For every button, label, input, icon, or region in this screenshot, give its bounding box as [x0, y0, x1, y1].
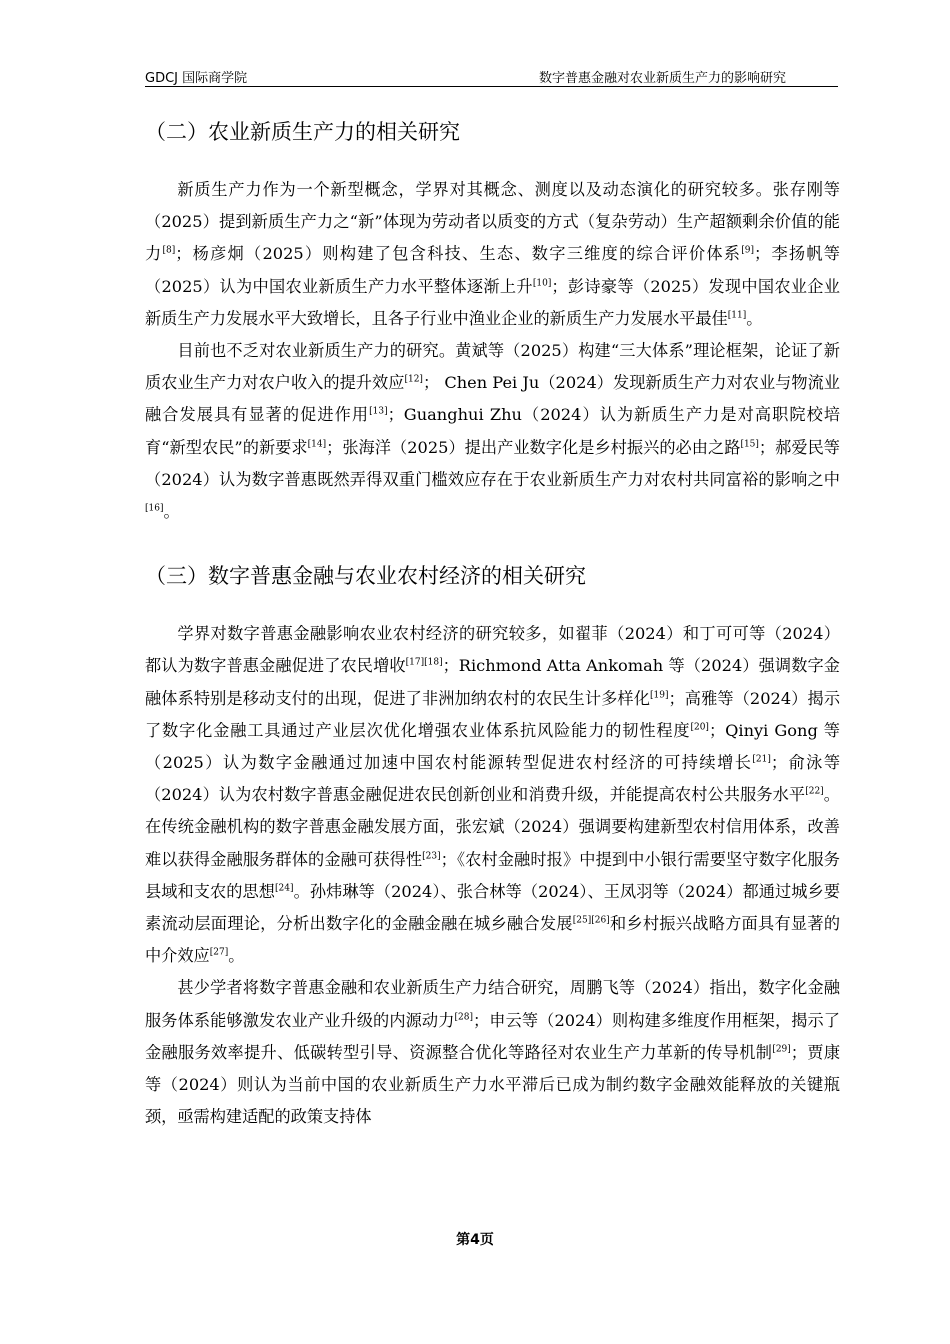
citation: [28] — [454, 1012, 473, 1023]
citation: [14] — [307, 439, 327, 450]
paragraph: 甚少学者将数字普惠金融和农业新质生产力结合研究，周鹏飞等（2024）指出，数字化金融服务体系能够激发农业产业升级的内源动力[28]；申云等（2024）则构建多维度作用框架，揭示了金融服务效率提升、低碳转型引导、资源整合优化等路径对农业生产力革新的传导机制[29]；贾康等（2024）则认为当前中国的农业新质生产力水平滞后已成为制约数字金融效能释放的关键瓶颈，亟需构建适配的政策支持体 — [145, 978, 841, 1127]
citation: [11] — [727, 310, 747, 321]
citation: [13] — [369, 407, 388, 418]
citation: [17][18] — [405, 658, 443, 669]
citation: [23] — [422, 851, 441, 862]
page-header — [145, 66, 838, 87]
citation: [29] — [772, 1044, 791, 1055]
header-paper-title: 数字普惠金融对农业新质生产力的影响研究 — [538, 71, 786, 86]
header-institution: GDCJ 国际商学院 — [145, 71, 248, 86]
citation: [19] — [650, 690, 669, 701]
citation: [24] — [275, 883, 294, 894]
paragraph: 学界对数字普惠金融影响农业农村经济的研究较多，如翟菲（2024）和丁可可等（2024）都认为数字普惠金融促进了农民增收[17][18]；Richmond Atta Ankomah 等（2024）强调数字金融体系特别是移动支付的出现，促进了非洲加纳农村的农民生计多样化[19]；高雅等（2024）揭示了数字化金融工具通过产业层次优化增强农业体系抗风险能力的韧性程度[20]；Qinyi Gong 等（2025）认为数字金融通过加速中国农村能源转型促进农村经济的可持续增长[21]；俞泳等（2024）认为农村数字普惠金融促进农民创新创业和消费升级，并能提高农村公共服务水平[22]。在传统金融机构的数字普惠金融发展方面，张宏斌（2024）强调要构建新型农村信用体系，改善难以获得金融服务群体的金融可获得性[23]；《农村金融时报》中提到中小银行需要坚守数字化服务县域和支农的思想[24]。孙炜琳等（2024）、张合林等（2024）、王凤羽等（2024）都通过城乡要素流动层面理论，分析出数字化的金融金融在城乡融合发展[25][26]和乡村振兴战略方面具有显著的中介效应[27]。 — [145, 624, 841, 966]
section-heading-digital-finance: （三）数字普惠金融与农业农村经济的相关研究 — [145, 564, 586, 589]
citation: [15] — [740, 439, 759, 450]
citation: [27] — [209, 947, 229, 958]
page-body — [145, 112, 840, 1133]
paragraph: 目前也不乏对农业新质生产力的研究。黄斌等（2025）构建“三大体系”理论框架，论证了新质农业生产力对农户收入的提升效应[12]； Chen Pei Ju（2024）发现新质生产力对农业与物流业融合发展具有显著的促进作用[13]；Guanghui Zhu（2024）认为新质生产力是对高职院校培育“新型农民”的新要求[14]；张海洋（2025）提出产业数字化是乡村振兴的必由之路[15]；郝爱民等（2024）认为数字普惠既然弄得双重门槛效应存在于农业新质生产力对农村共同富裕的影响之中[16]。 — [145, 341, 841, 522]
citation: [25][26] — [572, 915, 610, 926]
citation: [16] — [145, 503, 164, 514]
page-number: 第4页 — [456, 1232, 494, 1248]
citation: [21] — [752, 754, 771, 765]
section-heading-agri-productivity: （二）农业新质生产力的相关研究 — [145, 120, 460, 144]
citation: [12] — [404, 374, 423, 385]
citation: [9] — [741, 246, 754, 257]
citation: [20] — [690, 722, 709, 733]
citation: [22] — [805, 786, 824, 797]
citation: [10] — [532, 278, 552, 289]
paragraph: 新质生产力作为一个新型概念，学界对其概念、测度以及动态演化的研究较多。张存刚等（2025）提到新质生产力之“新”体现为劳动者以质变的方式（复杂劳动）生产超额剩余价值的能力[8]；杨彦炯（2025）则构建了包含科技、生态、数字三维度的综合评价体系[9]；李扬帆等（2025）认为中国农业新质生产力水平整体逐渐上升[10]；彭诗豪等（2025）发现中国农业企业新质生产力发展水平大致增长，且各子行业中渔业企业的新质生产力发展水平最佳[11]。 — [145, 180, 840, 328]
citation: [8] — [162, 246, 176, 257]
